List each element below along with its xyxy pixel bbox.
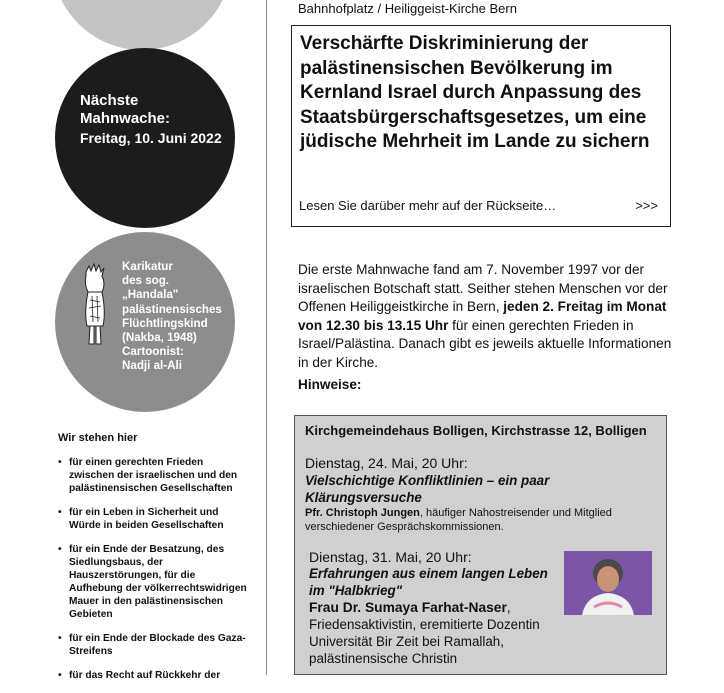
event1-speaker-desc: , häufiger Nahostreisender und Mitglied verschiedener Gesprächskommissionen. xyxy=(305,507,612,533)
support-item: • für ein Ende der Besatzung, des Siedlungsbaus, der Hauszerstörungen, für die Aufhebung der völkerrechtswidrigen Mauer in den palästinensischen Gebieten xyxy=(58,543,248,621)
intro-paragraph xyxy=(298,261,676,373)
handala-caption xyxy=(122,260,232,374)
intro-schedule: jeden 2. Freitag im Monat von 12.30 bis 13.15 Uhr xyxy=(298,299,667,333)
location-line: Bahnhofplatz / Heiliggeist-Kirche Bern xyxy=(298,1,517,16)
speaker-portrait-icon xyxy=(564,551,652,615)
column-divider xyxy=(266,0,267,675)
event1-date: Dienstag, 24. Mai, 20 Uhr: xyxy=(305,455,468,471)
headline: Verschärfte Diskriminierung der palästinensischen Bevölkerung im Kernland Israel durch Anpassung des Staatsbürgerschaftsgesetzes, um eine jüdische Mehrheit im Lande zu sichern xyxy=(300,33,650,152)
event1-title: Vielschichtige Konfliktlinien – ein paar Klärungsversuche xyxy=(305,473,550,505)
support-item: • für ein Ende der Blockade des Gaza-Streifens xyxy=(58,632,248,658)
support-item: • für einen gerechten Frieden zwischen der israelischen und den palästinensischen Gesellschaften xyxy=(58,456,248,495)
caption-line: Cartoonist: xyxy=(122,345,184,359)
caption-line: palästinensisches xyxy=(122,302,222,316)
caption-line: Nadji al-Ali xyxy=(122,359,182,373)
read-more-arrows: >>> xyxy=(635,198,658,213)
headline-box xyxy=(291,25,671,227)
event2-speaker-desc: , Friedensaktivistin, eremitierte Dozentin Universität Bir Zeit bei Ramallah, palästinensische Christin xyxy=(309,600,540,666)
support-item: • für ein Leben in Sicherheit und Würde in beiden Gesellschaften xyxy=(58,506,248,532)
read-more-text: Lesen Sie darüber mehr auf der Rückseite… xyxy=(299,198,557,213)
speaker-photo xyxy=(564,551,652,615)
events-box xyxy=(294,415,667,675)
support-item: • für das Recht auf Rückkehr der xyxy=(58,669,248,682)
event2 xyxy=(309,548,559,667)
caption-line: Flüchtlingskind xyxy=(122,316,208,330)
event2-title: Erfahrungen aus einem langen Leben im "Halbkrieg" xyxy=(309,566,548,598)
next-vigil-date: Freitag, 10. Juni 2022 xyxy=(80,130,222,146)
event2-speaker-name: Frau Dr. Sumaya Farhat-Naser xyxy=(309,600,507,615)
intro-text-end: für einen gerechten Frieden in Israel/Palästina. Danach gibt es jeweils aktuelle Informationen in der Kirche. xyxy=(298,317,672,370)
caption-line: (Nakba, 1948) xyxy=(122,331,197,345)
handala-cartoon-figure xyxy=(80,262,110,352)
left-column xyxy=(0,0,265,681)
caption-line: Karikatur xyxy=(122,260,173,273)
caption-line: „Handala" xyxy=(122,288,179,302)
support-title: Wir stehen hier xyxy=(58,432,138,444)
notices-heading: Hinweise: xyxy=(298,377,362,392)
support-list xyxy=(58,456,248,693)
event1-speaker xyxy=(305,507,660,534)
event1-speaker-name: Pfr. Christoph Jungen xyxy=(305,507,420,519)
next-vigil-label: Nächste Mahnwache: xyxy=(80,92,171,127)
event2-date: Dienstag, 31. Mai, 20 Uhr: xyxy=(309,549,472,565)
event2-speaker-block xyxy=(309,599,559,667)
events-venue: Kirchgemeindehaus Bolligen, Kirchstrasse 12, Bolligen xyxy=(305,423,647,438)
intro-text: Die erste Mahnwache fand am 7. November 1997 vor der israelischen Botschaft statt. Seither stehen Menschen vor der Offenen Heiliggeistkirche in Bern, xyxy=(298,262,668,315)
decorative-circle-top xyxy=(52,0,232,50)
caption-line: des sog. xyxy=(122,274,170,288)
